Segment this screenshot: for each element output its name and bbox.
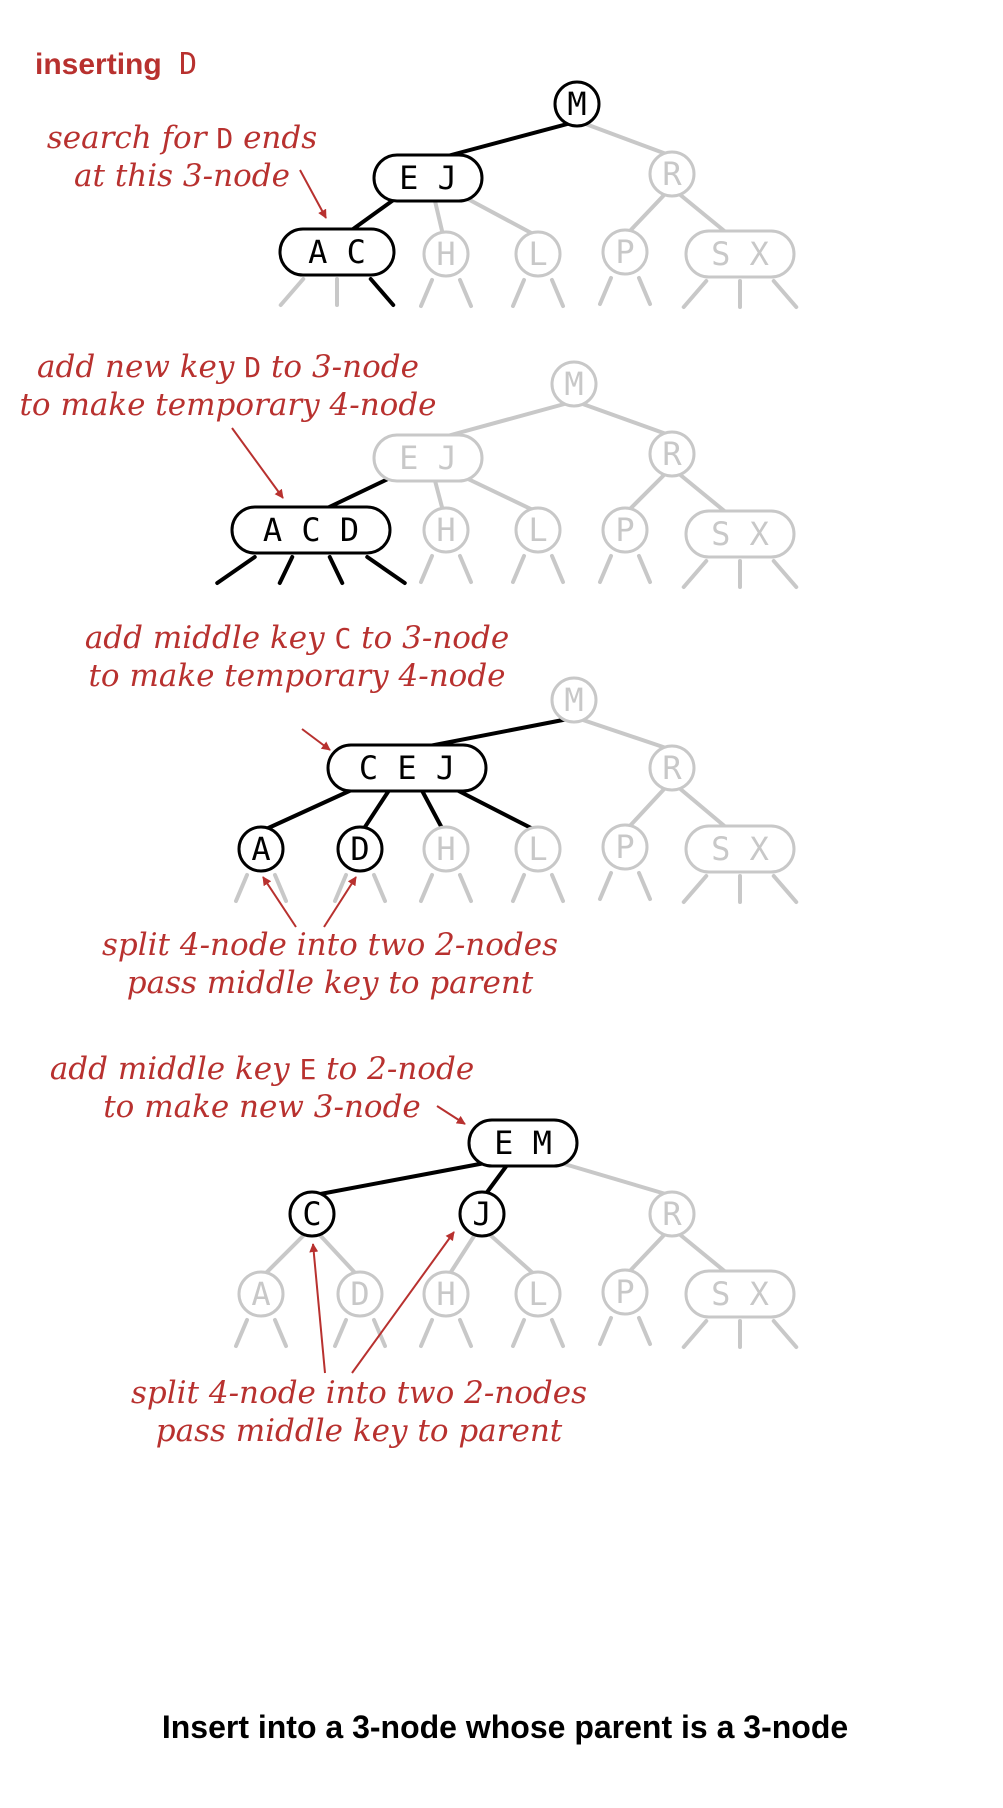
leaf-link-sx-2 <box>774 1321 797 1347</box>
node-label: H <box>436 235 456 273</box>
edge-r-sx <box>678 787 728 829</box>
leaf-link-sx-0 <box>684 876 707 902</box>
node-label: E J <box>399 439 457 477</box>
node-label: L <box>528 830 548 868</box>
node-l <box>516 232 560 276</box>
pointer-arrow-1 <box>232 428 283 498</box>
edge-r-p <box>628 787 666 828</box>
node-ac <box>280 229 394 275</box>
node-label: L <box>528 235 548 273</box>
node-l <box>516 1272 560 1316</box>
leaf-link-l-1 <box>552 1320 563 1346</box>
note-text: at this 3-node <box>74 158 290 194</box>
node-label: E M <box>494 1124 552 1162</box>
note-line-2 <box>19 387 436 423</box>
edge-em-r <box>561 1163 669 1195</box>
node-m <box>552 362 596 406</box>
node-r <box>650 152 694 196</box>
tree-nodes <box>232 82 794 1317</box>
node-label: L <box>528 1275 548 1313</box>
node-p <box>603 825 647 869</box>
edge-j-l <box>488 1233 535 1275</box>
note-text: add middle key <box>49 1051 300 1087</box>
leaf-link-l-1 <box>552 556 563 582</box>
note-line-1 <box>47 120 317 156</box>
leaf-link-d-1 <box>374 875 385 901</box>
note-text: add new key <box>37 349 245 385</box>
edge-ej-l <box>466 478 535 511</box>
node-p <box>603 230 647 274</box>
leaf-link-h-1 <box>460 875 471 901</box>
edge-m-r <box>583 123 669 155</box>
node-c <box>290 1192 334 1236</box>
edge-r-sx <box>678 193 728 234</box>
note-line-2 <box>103 1089 421 1125</box>
node-label: R <box>662 749 682 787</box>
note-line-1 <box>85 620 509 656</box>
node-label: M <box>564 365 584 403</box>
leaf-link-d-0 <box>335 875 346 901</box>
node-r <box>650 432 694 476</box>
note-below-line-2 <box>127 965 534 1001</box>
node-cej <box>328 745 486 791</box>
node-label: R <box>662 435 682 473</box>
node-label: C E J <box>358 749 456 787</box>
node-label: A <box>251 830 271 868</box>
edge-r-p <box>628 1233 666 1273</box>
leaf-link-acd-2 <box>330 557 343 583</box>
note-text: split 4-node into two 2-nodes <box>130 1375 588 1411</box>
annotations <box>19 120 587 1449</box>
note-below-line-1 <box>102 927 558 963</box>
node-sx <box>686 231 794 277</box>
leaf-link-sx-0 <box>684 281 707 307</box>
leaf-link-h-1 <box>460 556 471 582</box>
step-1-notes <box>47 120 326 218</box>
leaf-link-p-0 <box>600 873 611 899</box>
node-label: S X <box>711 830 769 868</box>
edge-c-d <box>318 1233 357 1275</box>
note-line-2 <box>88 658 505 694</box>
leaf-link-p-0 <box>600 556 611 582</box>
note-text: to make temporary 4-node <box>19 387 437 423</box>
node-label: R <box>662 155 682 193</box>
note-key: D <box>244 351 262 384</box>
node-r <box>650 746 694 790</box>
note-text: pass middle key to parent <box>155 1413 563 1449</box>
step-2-notes <box>19 349 436 498</box>
edge-r-p <box>628 193 666 233</box>
note-text: ends <box>233 120 318 156</box>
note-text: pass middle key to parent <box>126 965 534 1001</box>
leaf-link-p-1 <box>639 1318 650 1344</box>
note-text: split 4-node into two 2-nodes <box>101 927 559 963</box>
node-ej <box>374 435 482 481</box>
leaf-link-d-1 <box>374 1320 385 1346</box>
node-label: A <box>251 1275 271 1313</box>
node-p <box>603 508 647 552</box>
leaf-link-l-0 <box>513 875 524 901</box>
pointer-arrow-1 <box>300 170 326 218</box>
leaf-link-p-0 <box>600 1318 611 1344</box>
node-h <box>424 508 468 552</box>
leaf-link-h-1 <box>460 280 471 306</box>
note-line-1 <box>50 1051 474 1087</box>
edge-cej-h <box>421 788 443 830</box>
node-sx <box>686 1271 794 1317</box>
note-text: add middle key <box>84 620 335 656</box>
edge-ej-ac <box>349 198 396 232</box>
note-text: to 2-node <box>316 1051 475 1087</box>
node-r <box>650 1192 694 1236</box>
node-label: S X <box>711 515 769 553</box>
node-sx <box>686 511 794 557</box>
edge-m-ej <box>440 403 568 438</box>
node-label: C <box>302 1195 322 1233</box>
node-m <box>552 678 596 722</box>
note-text: to 3-node <box>261 349 419 385</box>
pointer-arrow-2 <box>313 1244 325 1373</box>
node-h <box>424 827 468 871</box>
edge-ej-h <box>434 478 443 511</box>
node-label: A C D <box>262 511 360 549</box>
edge-r-sx <box>678 473 728 514</box>
node-label: J <box>472 1195 492 1233</box>
node-label: D <box>350 1275 370 1313</box>
edge-cej-a <box>264 788 356 830</box>
leaf-link-d-0 <box>335 1320 346 1346</box>
node-label: E J <box>399 159 457 197</box>
node-label: P <box>615 1273 635 1311</box>
node-label: P <box>615 233 635 271</box>
leaf-link-p-0 <box>600 278 611 304</box>
node-label: S X <box>711 235 769 273</box>
note-text: to 3-node <box>351 620 510 656</box>
step-3-nodes <box>239 678 794 872</box>
node-d <box>338 827 382 871</box>
node-label: H <box>436 1275 456 1313</box>
node-l <box>516 508 560 552</box>
edge-r-sx <box>678 1233 728 1274</box>
node-label: P <box>615 828 635 866</box>
leaf-link-ac-2 <box>371 279 394 305</box>
leaf-link-l-0 <box>513 1320 524 1346</box>
leaf-link-h-0 <box>421 280 432 306</box>
node-d <box>338 1272 382 1316</box>
step-3 <box>236 719 796 902</box>
node-label: P <box>615 511 635 549</box>
node-h <box>424 232 468 276</box>
edge-m-r <box>580 403 669 435</box>
node-acd <box>232 507 390 553</box>
node-p <box>603 1270 647 1314</box>
node-ej <box>374 155 482 201</box>
node-label: D <box>350 830 370 868</box>
leaf-link-h-0 <box>421 1320 432 1346</box>
edge-cej-l <box>453 788 535 830</box>
leaf-link-a-0 <box>236 1320 247 1346</box>
figure-caption: Insert into a 3-node whose parent is a 3-node <box>161 1709 849 1745</box>
leaf-link-sx-2 <box>774 281 797 307</box>
node-label: M <box>567 85 587 123</box>
note-below-line-1 <box>131 1375 587 1411</box>
node-label: R <box>662 1195 682 1233</box>
step-2 <box>217 403 796 587</box>
leaf-link-h-0 <box>421 875 432 901</box>
edge-r-p <box>628 473 666 511</box>
node-label: S X <box>711 1275 769 1313</box>
step-1-nodes <box>280 82 794 277</box>
leaf-link-l-0 <box>513 280 524 306</box>
note-text: to make new 3-node <box>103 1089 421 1125</box>
step-3-notes <box>85 620 558 1001</box>
note-key: E <box>299 1053 317 1086</box>
step-1 <box>281 123 797 307</box>
note-key: C <box>334 622 352 655</box>
edge-j-h <box>449 1233 476 1275</box>
leaf-link-a-0 <box>236 875 247 901</box>
node-l <box>516 827 560 871</box>
node-a <box>239 1272 283 1316</box>
step-4-nodes <box>239 1120 794 1317</box>
edge-ej-l <box>466 198 535 235</box>
leaf-link-ac-0 <box>281 279 304 305</box>
leaf-link-l-1 <box>552 875 563 901</box>
node-a <box>239 827 283 871</box>
leaf-link-h-1 <box>460 1320 471 1346</box>
edge-m-r <box>580 719 669 749</box>
node-label: A C <box>308 233 366 271</box>
note-below-line-2 <box>156 1413 563 1449</box>
node-label: M <box>564 681 584 719</box>
heading-key: D <box>179 47 198 82</box>
pointer-arrow-1 <box>437 1106 465 1124</box>
edge-cej-d <box>363 788 391 830</box>
node-sx <box>686 826 794 872</box>
pointer-arrow-1 <box>302 729 330 750</box>
leaf-link-l-1 <box>552 280 563 306</box>
leaf-link-sx-0 <box>684 561 707 587</box>
leaf-link-h-0 <box>421 556 432 582</box>
node-em <box>469 1120 577 1166</box>
heading-prefix: inserting <box>35 48 162 81</box>
leaf-link-sx-2 <box>774 876 797 902</box>
leaf-link-p-1 <box>639 556 650 582</box>
note-text: to make temporary 4-node <box>88 658 506 694</box>
leaf-link-sx-0 <box>684 1321 707 1347</box>
node-m <box>555 82 599 126</box>
node-label: L <box>528 511 548 549</box>
note-key: D <box>216 122 234 155</box>
edge-em-j <box>485 1163 509 1195</box>
edge-ej-acd <box>323 478 390 510</box>
node-h <box>424 1272 468 1316</box>
edge-c-a <box>264 1233 306 1275</box>
leaf-link-acd-1 <box>280 557 293 583</box>
edge-ej-h <box>434 198 443 235</box>
leaf-link-acd-3 <box>367 557 405 583</box>
leaf-link-a-1 <box>275 1320 286 1346</box>
section-heading <box>35 47 197 82</box>
node-label: H <box>436 830 456 868</box>
note-line-2 <box>74 158 290 194</box>
edge-em-c <box>315 1163 485 1195</box>
node-j <box>460 1192 504 1236</box>
leaf-link-l-0 <box>513 556 524 582</box>
node-label: H <box>436 511 456 549</box>
edge-m-ej <box>440 123 571 158</box>
leaf-link-p-1 <box>639 873 650 899</box>
leaf-link-acd-0 <box>217 557 255 583</box>
leaf-link-sx-2 <box>774 561 797 587</box>
leaf-link-p-1 <box>639 278 650 304</box>
note-line-1 <box>37 349 419 385</box>
note-text: search for <box>46 120 217 156</box>
